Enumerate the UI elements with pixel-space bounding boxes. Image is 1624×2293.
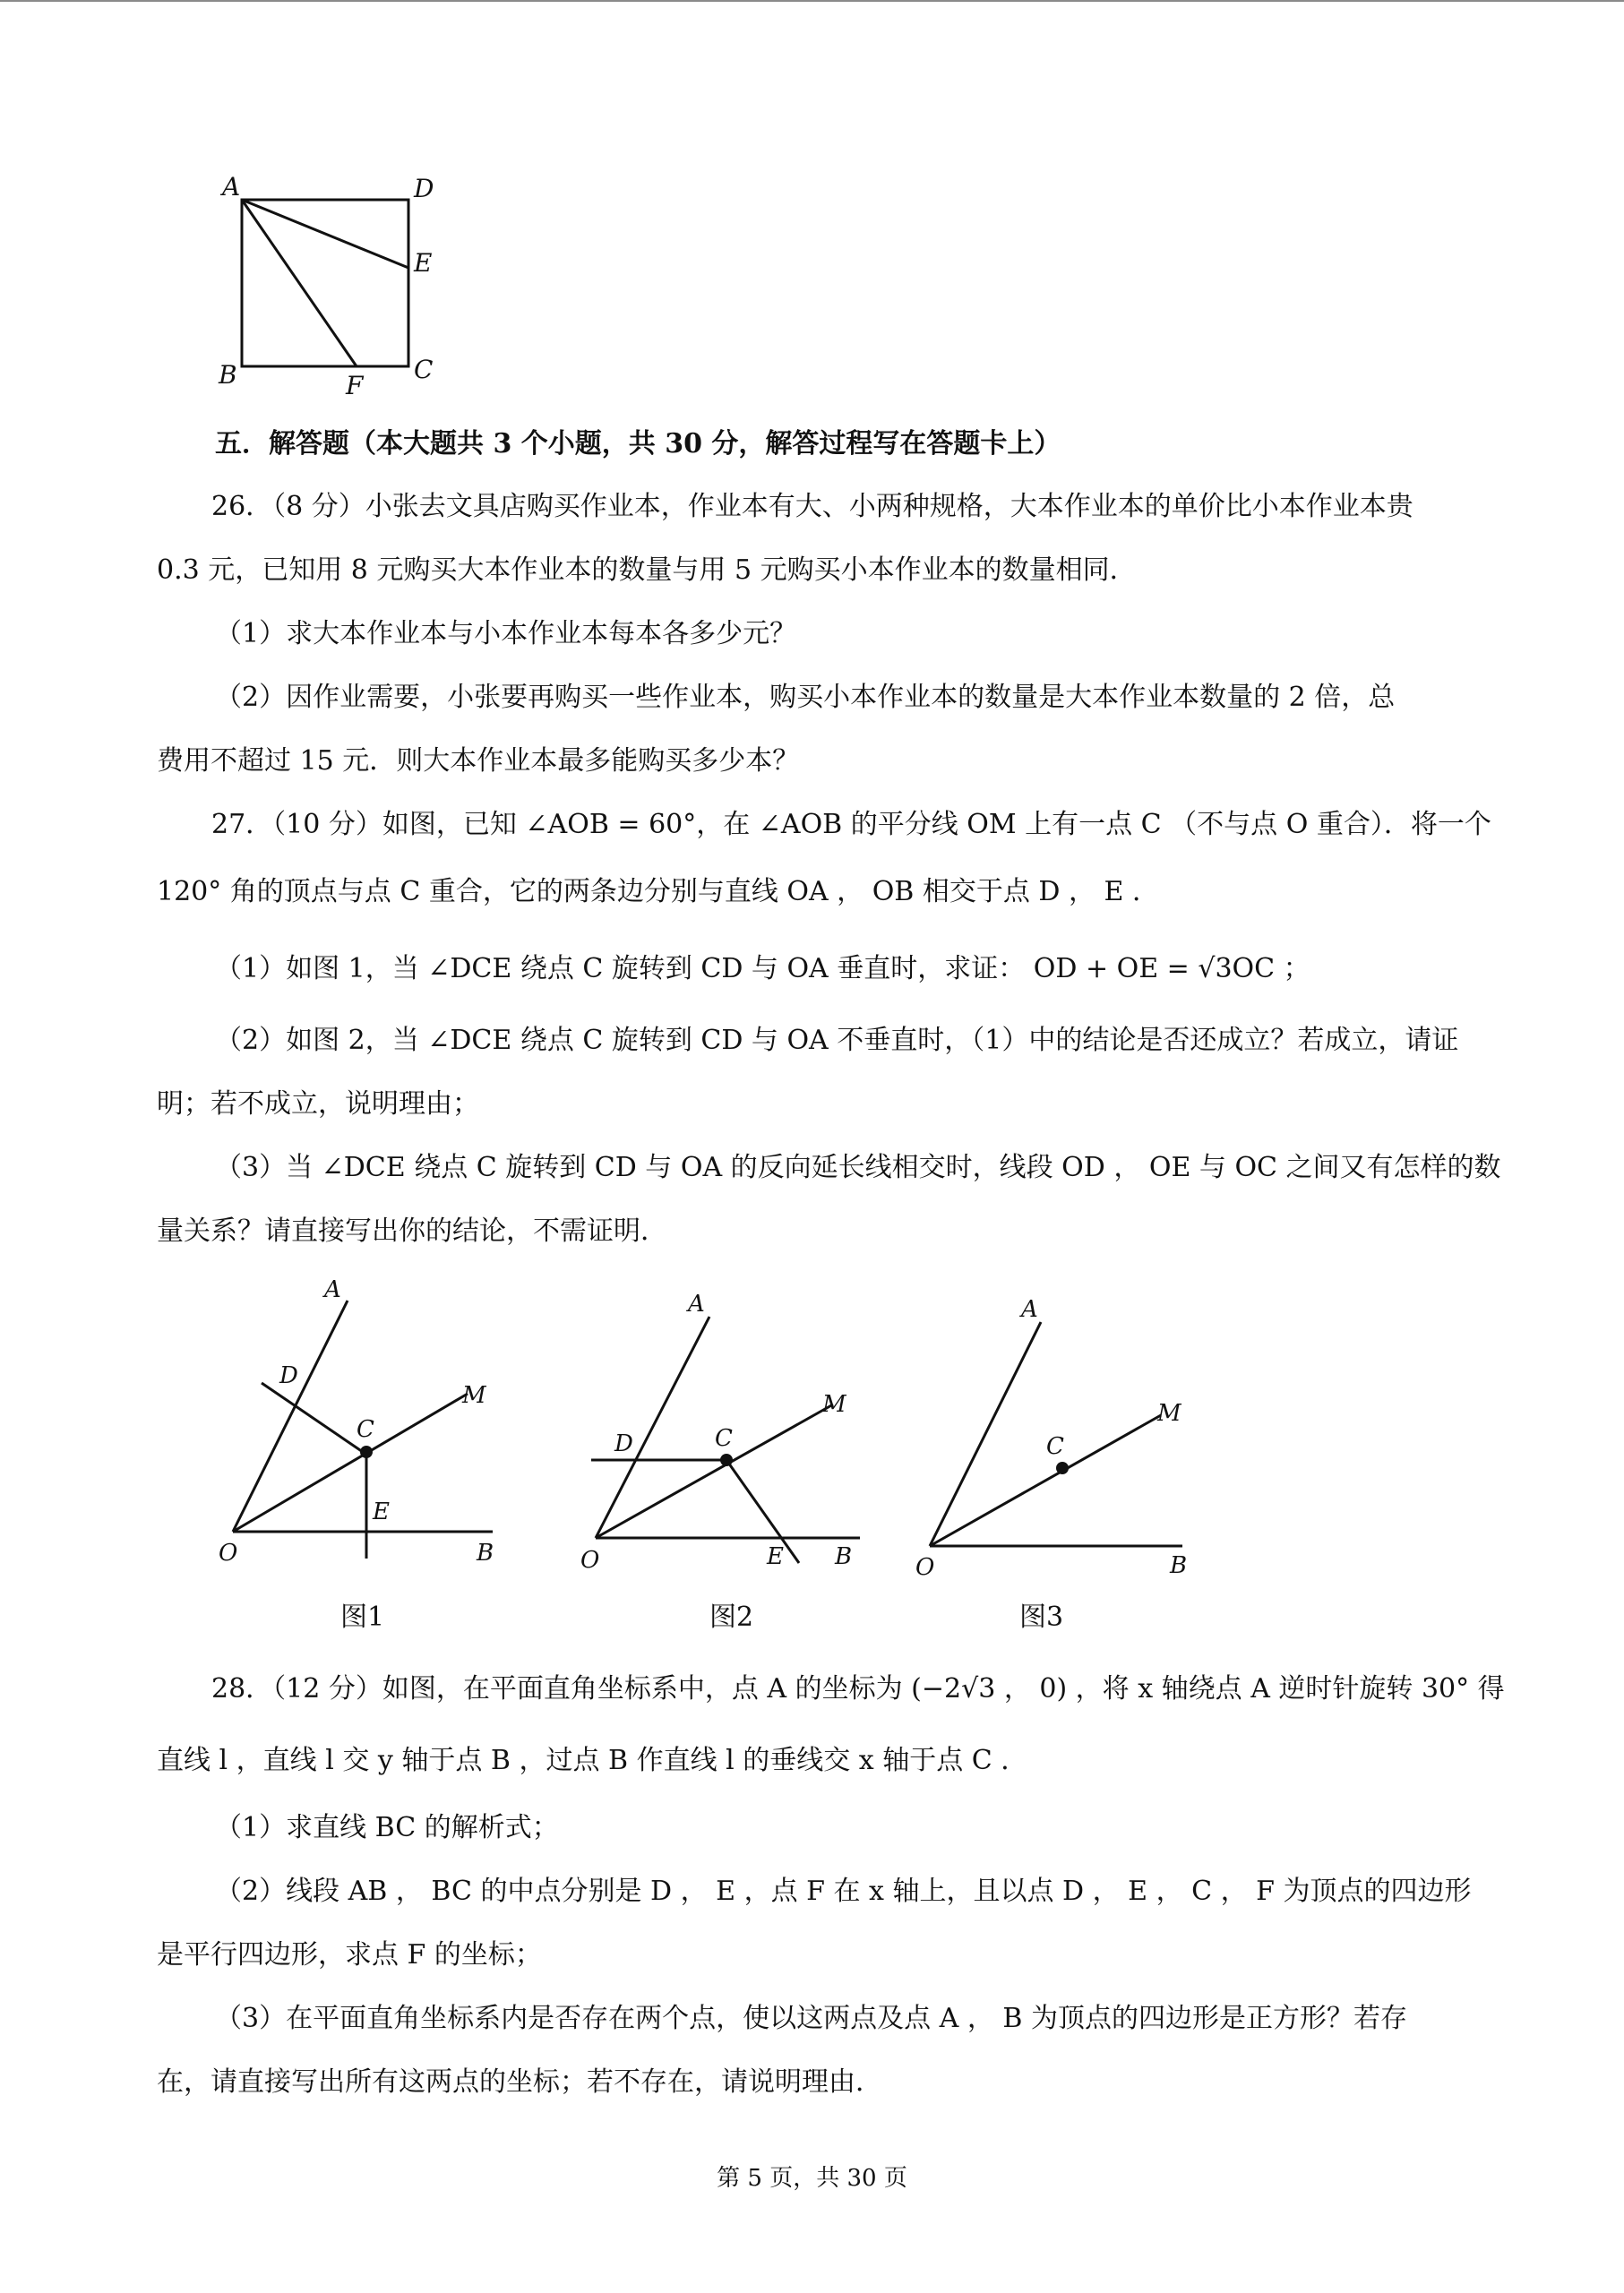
label-b: B [219,360,237,390]
label-o: O [580,1547,600,1574]
segment-ce [726,1460,799,1563]
label-a: A [1021,1296,1038,1323]
q27-part1: （1）如图 1，当 ∠DCE 绕点 C 旋转到 CD 与 OA 垂直时，求证： OD + OE = √3OC ； [215,953,1310,984]
q27-line1: 27．（10 分）如图，已知 ∠AOB = 60°，在 ∠AOB 的平分线 OM 上有一点 C （不与点 O 重合）．将一个 [211,809,1491,840]
page-top-border [0,0,1624,2]
label-o: O [219,1540,238,1567]
label-o: O [915,1554,935,1581]
q28-part2-line1: （2）线段 AB ， BC 的中点分别是 D ， E ，点 F 在 x 轴上，且以点 D ， E ， C ， F 为顶点的四边形 [215,1876,1472,1907]
q28-part3-line1: （3）在平面直角坐标系内是否存在两个点，使以这两点及点 A ， B 为顶点的四边形是正方形？若存 [215,2003,1407,2034]
point-c [360,1446,373,1458]
q26-part2-line1: （2）因作业需要，小张要再购买一些作业本，购买小本作业本的数量是大本作业本数量的 2 倍，总 [215,682,1396,713]
q28-line1: 28．（12 分）如图，在平面直角坐标系中，点 A 的坐标为 (−2√3 ， 0) ，将 x 轴绕点 A 逆时针旋转 30° 得 [211,1673,1505,1705]
figure-2 [564,1272,887,1648]
q27-part3-line2: 量关系？请直接写出你的结论，不需证明． [157,1215,667,1247]
point-c [720,1454,733,1466]
label-e: E [373,1499,390,1525]
q28-part3-line2: 在，请直接写出所有这两点的坐标；若不存在，请说明理由． [157,2066,882,2098]
q28-part1: （1）求直线 BC 的解析式； [215,1812,559,1843]
label-d: D [279,1362,298,1389]
figure-3 [905,1272,1227,1648]
q27-part2-line2: 明；若不成立，说明理由； [157,1088,479,1120]
figure-square-abcd [206,170,493,403]
section-heading: 五．解答题（本大题共 3 个小题，共 30 分，解答过程写在答题卡上） [215,428,1061,459]
figure-1 [206,1272,528,1648]
label-c: C [1046,1433,1064,1460]
figure-1-caption: 图1 [340,1602,385,1633]
label-m: M [462,1382,486,1409]
label-f: F [346,371,364,400]
q27-part3-line1: （3）当 ∠DCE 绕点 C 旋转到 CD 与 OA 的反向延长线相交时，线段 OD ， OE 与 OC 之间又有怎样的数 [215,1152,1501,1183]
label-c: C [357,1416,374,1443]
label-e: E [414,248,433,278]
label-c: C [715,1425,733,1452]
q26-line1: 26．（8 分）小张去文具店购买作业本，作业本有大、小两种规格，大本作业本的单价比小本作业本贵 [211,491,1413,522]
q27-line2: 120° 角的顶点与点 C 重合，它的两条边分别与直线 OA ， OB 相交于点 D ， E ． [157,876,1159,907]
label-b: B [477,1540,494,1567]
label-b: B [835,1543,853,1570]
label-d: D [614,1430,633,1457]
q26-part2-line2: 费用不超过 15 元．则大本作业本最多能购买多少本？ [157,745,800,777]
label-a: A [688,1291,705,1318]
figure-2-caption: 图2 [709,1602,754,1633]
ray-om [930,1415,1161,1546]
q26-part1: （1）求大本作业本与小本作业本每本各多少元？ [215,618,797,649]
label-e: E [767,1543,784,1570]
label-a: A [324,1276,341,1303]
label-d: D [414,174,434,203]
q27-part2-line1: （2）如图 2，当 ∠DCE 绕点 C 旋转到 CD 与 OA 不垂直时，（1）中的结论是否还成立？若成立，请证 [215,1025,1459,1056]
ray-oa [930,1322,1041,1546]
label-m: M [822,1391,846,1418]
point-c [1056,1462,1069,1474]
page-footer: 第 5 页，共 30 页 [717,2165,907,2192]
label-c: C [414,355,434,384]
label-b: B [1170,1552,1188,1579]
label-m: M [1157,1400,1181,1427]
figure-3-caption: 图3 [1019,1602,1064,1633]
segment-af [242,200,357,366]
q28-part2-line2: 是平行四边形，求点 F 的坐标； [157,1939,542,1971]
q26-line2: 0.3 元，已知用 8 元购买大本作业本的数量与用 5 元购买小本作业本的数量相同． [157,554,1137,586]
label-a: A [222,172,241,202]
square-abcd-outline [242,200,408,366]
q28-line2: 直线 l ，直线 l 交 y 轴于点 B ，过点 B 作直线 l 的垂线交 x 轴于点 C ． [157,1745,1028,1776]
